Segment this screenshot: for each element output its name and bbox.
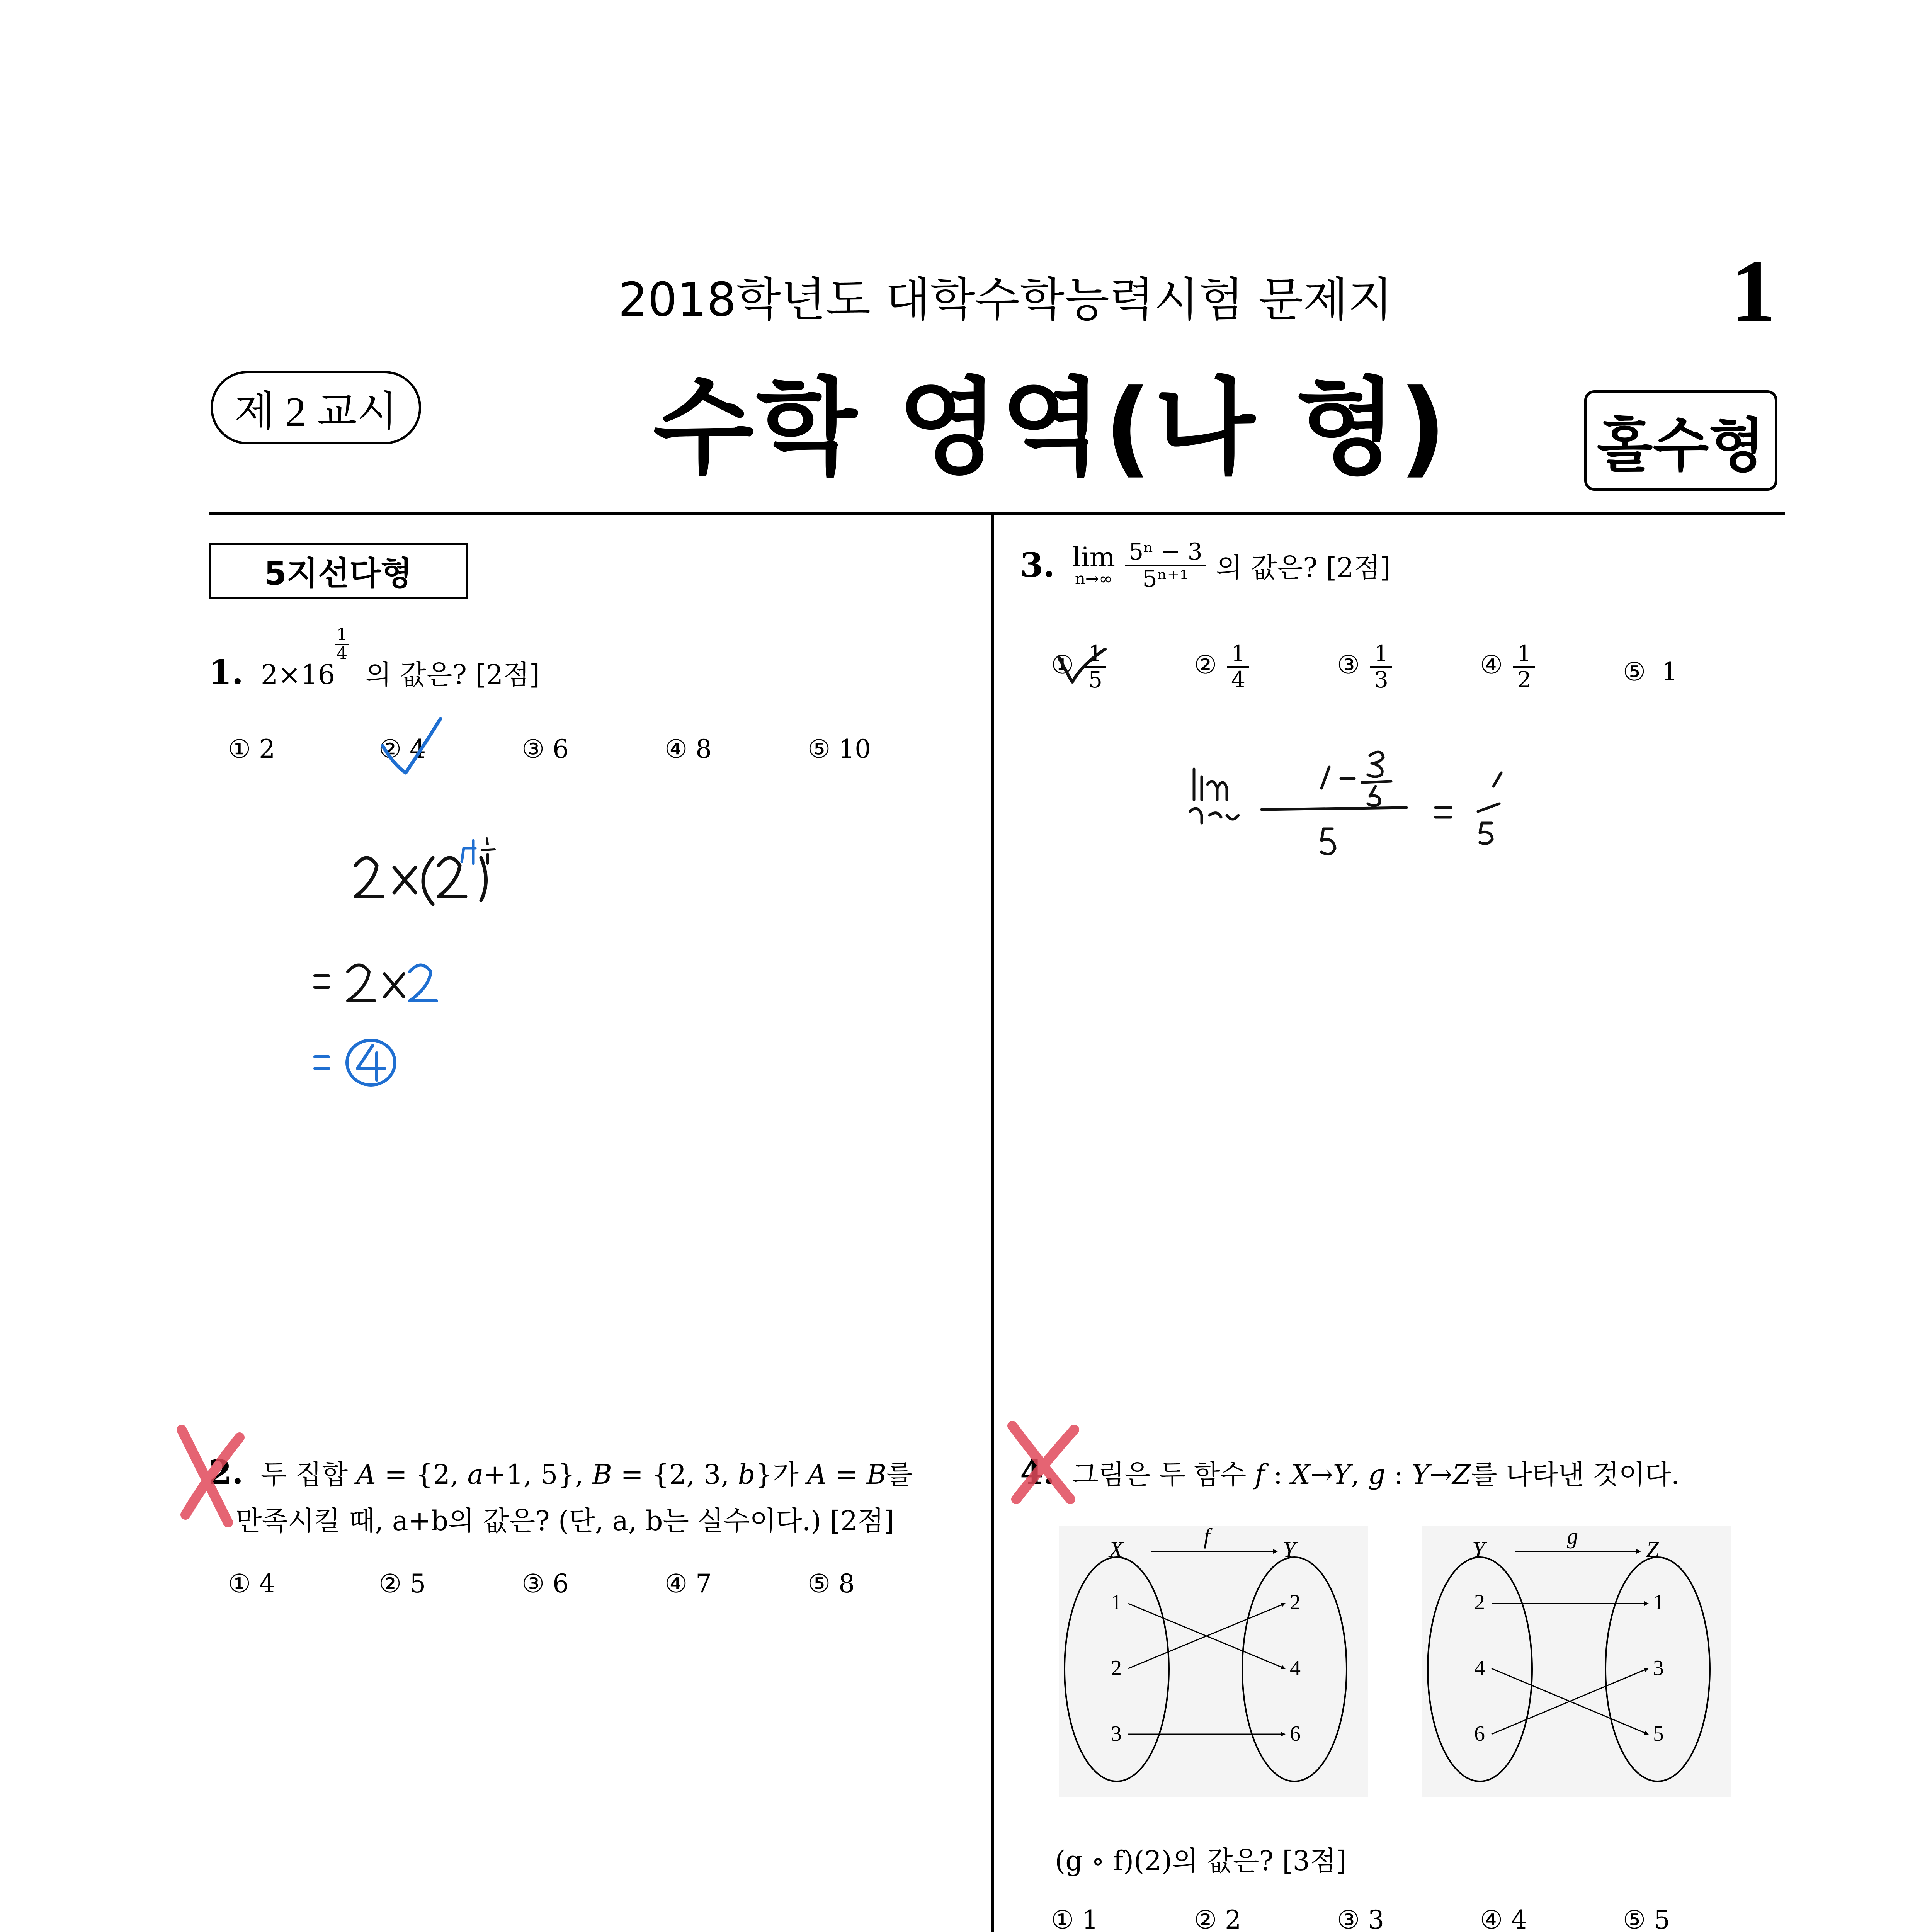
q4-choice-3[interactable]: ③ 3 — [1337, 1905, 1384, 1932]
z-element-3: 5 — [1653, 1722, 1664, 1746]
subject-title: 수학 영역(나 형) — [653, 367, 1449, 488]
y-element-3: 6 — [1474, 1722, 1485, 1746]
q1-expression-base: 2×16 — [260, 659, 335, 690]
q1-exponent-quarter — [482, 838, 495, 864]
q4-choices — [1051, 1905, 1766, 1932]
diagram-f — [1059, 1526, 1368, 1797]
q3-tail: 의 값은? [2점] — [1216, 551, 1391, 583]
question-number: 2. — [209, 1453, 243, 1492]
question-4 — [1020, 1453, 1680, 1492]
question-number: 4. — [1020, 1453, 1055, 1492]
q1-work-line-2 — [315, 965, 437, 1001]
x-element-1: 1 — [1111, 1590, 1122, 1614]
function-label: f — [1204, 1526, 1210, 1549]
x-element-2: 2 — [1111, 1656, 1122, 1680]
q3-choice-2[interactable]: ② $\frac{1}{4}$ — [1194, 641, 1249, 692]
q2-choice-4[interactable]: ④ 7 — [665, 1569, 712, 1599]
question-number: 1. — [209, 653, 243, 692]
q1-choice-1[interactable]: ① 2 — [228, 734, 276, 764]
q1-choice-3[interactable]: ③ 6 — [522, 734, 569, 764]
q4-choice-1[interactable]: ① 1 — [1051, 1905, 1099, 1932]
exam-name: 2018학년도 대학수학능력시험 문제지 — [618, 273, 1393, 327]
q1-choices — [228, 734, 962, 773]
q3-limit: lim n→∞ — [1072, 541, 1116, 588]
paper-type-label: 홀수형 — [1597, 412, 1765, 480]
x-element-3: 3 — [1111, 1722, 1122, 1746]
q2-choices — [228, 1569, 962, 1607]
section-label: 5지선다형 — [264, 554, 412, 592]
q2-choice-1[interactable]: ① 4 — [228, 1569, 276, 1599]
q3-work — [1190, 752, 1501, 854]
function-label: g — [1567, 1526, 1578, 1549]
header-rule — [209, 512, 1785, 515]
question-2 — [209, 1453, 913, 1492]
q4-choice-4[interactable]: ④ 4 — [1480, 1905, 1527, 1932]
y-element-2: 4 — [1474, 1656, 1485, 1680]
question-number: 3. — [1020, 546, 1055, 585]
q1-choice-5[interactable]: ⑤ 10 — [808, 734, 871, 764]
y-element-1: 2 — [1474, 1590, 1485, 1614]
q3-choices — [1051, 641, 1766, 726]
q2-line-1: 두 집합 A = {2, a+1, 5}, B = {2, 3, b}가 A = B를 — [260, 1459, 913, 1490]
z-element-2: 3 — [1653, 1656, 1664, 1680]
q1-work-line-1 — [355, 858, 486, 904]
codomain-label: Y — [1283, 1537, 1296, 1562]
q3-choice-3[interactable]: ③ $\frac{1}{3}$ — [1337, 641, 1392, 692]
period-label: 제 2 교시 — [235, 389, 397, 435]
q4-choice-5[interactable]: ⑤ 5 — [1623, 1905, 1670, 1932]
q3-choice-4[interactable]: ④ $\frac{1}{2}$ — [1480, 641, 1535, 692]
y-element-3: 6 — [1290, 1722, 1301, 1746]
q1-exponent-4 — [462, 840, 475, 864]
q1-work-line-3 — [315, 1040, 395, 1085]
question-3 — [1020, 539, 1391, 592]
q3-choice-5[interactable]: ⑤ 1 — [1623, 657, 1678, 687]
page-number: 1 — [1731, 242, 1776, 340]
q4-question: (g ∘ f)(2)의 값은? [3점] — [1055, 1845, 1347, 1877]
q3-choice-1[interactable]: ① $\frac{1}{5}$ — [1051, 641, 1106, 692]
q2-line-2: 만족시킬 때, a+b의 값은? (단, a, b는 실수이다.) [2점] — [236, 1505, 895, 1537]
q2-choice-3[interactable]: ③ 6 — [522, 1569, 569, 1599]
section-label-box — [209, 543, 468, 599]
q4-choice-2[interactable]: ② 2 — [1194, 1905, 1242, 1932]
diagram-g — [1422, 1526, 1731, 1797]
codomain-label: Z — [1646, 1537, 1659, 1562]
domain-label: X — [1109, 1537, 1123, 1562]
y-element-2: 4 — [1290, 1656, 1301, 1680]
q2-choice-5[interactable]: ⑤ 8 — [808, 1569, 855, 1599]
y-element-1: 2 — [1290, 1590, 1301, 1614]
domain-label: Y — [1472, 1537, 1485, 1562]
q1-choice-4[interactable]: ④ 8 — [665, 734, 712, 764]
period-badge — [211, 371, 421, 444]
q1-choice-2[interactable]: ② 4 — [379, 734, 426, 764]
q3-fraction: $\frac{\text{5ⁿ − 3}}{\text{5ⁿ⁺¹}}$ — [1125, 539, 1206, 592]
q1-exponent: $\frac{1}{4}$ — [335, 626, 349, 663]
q4-text: 그림은 두 함수 f : X→Y, g : Y→Z를 나타낸 것이다. — [1072, 1459, 1680, 1490]
question-1 — [209, 625, 540, 692]
q1-tail: 의 값은? [2점] — [365, 659, 540, 690]
column-divider — [991, 514, 994, 1932]
q2-choice-2[interactable]: ② 5 — [379, 1569, 426, 1599]
paper-type-badge — [1584, 390, 1777, 491]
z-element-1: 1 — [1653, 1590, 1664, 1614]
